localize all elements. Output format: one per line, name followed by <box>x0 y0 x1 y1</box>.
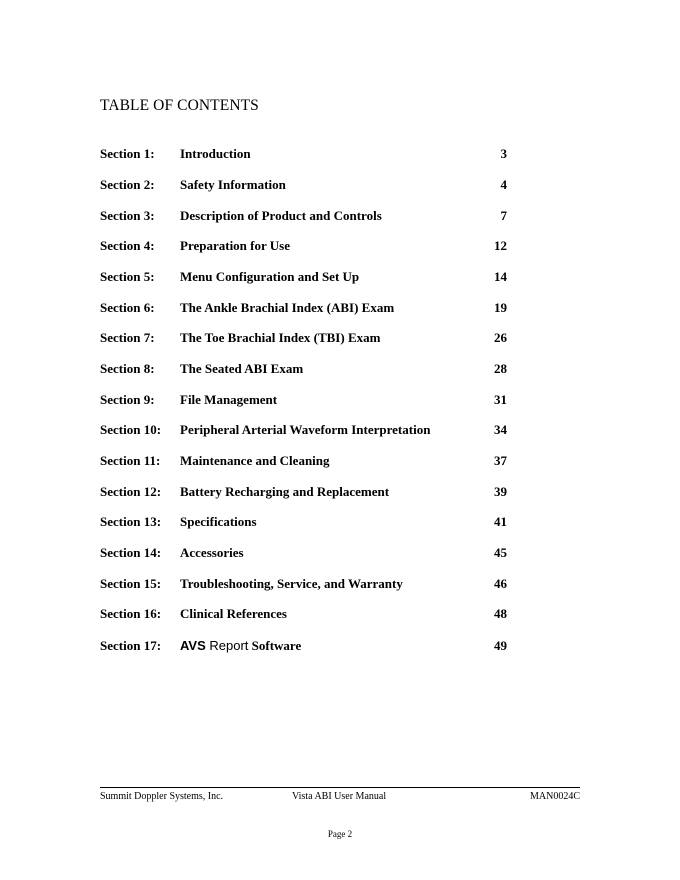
toc-row-section-11[interactable] <box>100 453 520 473</box>
toc-section-title: File Management <box>180 392 278 407</box>
toc-page-number: 4 <box>500 177 507 192</box>
toc-section-label: Section 8: <box>100 361 155 376</box>
toc-section-title: Description of Product and Controls <box>180 208 382 223</box>
toc-row-section-6[interactable] <box>100 300 520 320</box>
toc-row-section-7[interactable] <box>100 330 520 350</box>
toc-section-label: Section 10: <box>100 422 162 437</box>
toc-section-label: Section 5: <box>100 269 155 284</box>
toc-section-title: Clinical References <box>180 606 287 621</box>
toc-page-number: 7 <box>500 208 507 223</box>
toc-row-section-10[interactable] <box>100 422 520 442</box>
page-number: Page 2 <box>327 829 353 839</box>
toc-section-title: Menu Configuration and Set Up <box>180 269 360 284</box>
toc-page-number: 26 <box>494 330 507 345</box>
toc-section-title: Preparation for Use <box>180 238 290 253</box>
footer-manual-title: Vista ABI User Manual <box>292 791 387 802</box>
toc-row-section-12[interactable] <box>100 484 520 504</box>
toc-section-title: Battery Recharging and Replacement <box>180 484 390 499</box>
toc-page-number: 46 <box>494 576 507 591</box>
toc-row-section-1[interactable] <box>100 146 520 166</box>
toc-section-label: Section 12: <box>100 484 162 499</box>
toc-section-title: Specifications <box>180 514 257 529</box>
toc-section-label: Section 14: <box>100 545 162 560</box>
toc-row-section-8[interactable] <box>100 361 520 381</box>
toc-section-title <box>180 638 301 654</box>
toc-section-label: Section 2: <box>100 177 155 192</box>
toc-row-section-13[interactable] <box>100 514 520 534</box>
toc-page-number: 34 <box>494 422 507 437</box>
toc-page-number: 31 <box>494 392 507 407</box>
toc-section-label: Section 7: <box>100 330 155 345</box>
toc-page-number: 39 <box>494 484 507 499</box>
toc-row-section-14[interactable] <box>100 545 520 565</box>
toc-row-section-15[interactable] <box>100 576 520 596</box>
toc-section-title: Maintenance and Cleaning <box>180 453 330 468</box>
toc-section-label: Section 11: <box>100 453 161 468</box>
toc-section-label: Section 16: <box>100 606 162 621</box>
toc-page-number: 49 <box>494 638 507 653</box>
toc-row-section-4[interactable] <box>100 238 520 258</box>
toc-title: TABLE OF CONTENTS <box>100 97 259 114</box>
toc-section-title: Safety Information <box>180 177 286 192</box>
toc-section-title: Peripheral Arterial Waveform Interpretation <box>180 422 431 437</box>
toc-section-label: Section 9: <box>100 392 155 407</box>
toc-row-section-3[interactable] <box>100 208 520 228</box>
toc-section-label: Section 6: <box>100 300 155 315</box>
toc-section-title: The Toe Brachial Index (TBI) Exam <box>180 330 381 345</box>
toc-section-label: Section 1: <box>100 146 155 161</box>
toc-page-number: 19 <box>494 300 507 315</box>
toc-row-section-5[interactable] <box>100 269 520 289</box>
footer-doc-number: MAN0024C <box>529 791 580 802</box>
toc-row-section-2[interactable] <box>100 177 520 197</box>
toc-page-number: 37 <box>494 453 507 468</box>
toc-page-number: 41 <box>494 514 507 529</box>
toc-page-number: 28 <box>494 361 507 376</box>
footer-company: Summit Doppler Systems, Inc. <box>100 791 224 802</box>
toc-section-label: Section 3: <box>100 208 155 223</box>
footer-divider <box>100 787 580 788</box>
toc-row-section-9[interactable] <box>100 392 520 412</box>
toc-section-title: The Ankle Brachial Index (ABI) Exam <box>180 300 395 315</box>
toc-section-label: Section 13: <box>100 514 162 529</box>
toc-page-number: 14 <box>494 269 507 284</box>
toc-row-section-17[interactable] <box>100 638 520 658</box>
toc-section-label: Section 17: <box>100 638 162 653</box>
toc-row-section-16[interactable] <box>100 606 520 626</box>
toc-page-number: 3 <box>500 146 507 161</box>
toc-title-part-report: Report <box>205 638 249 653</box>
toc-page-number: 45 <box>494 545 507 560</box>
toc-section-label: Section 4: <box>100 238 155 253</box>
toc-title-part-software: Software <box>248 638 302 653</box>
toc-section-title: The Seated ABI Exam <box>180 361 304 376</box>
toc-title-part-avs: AVS <box>180 638 206 653</box>
toc-section-label: Section 15: <box>100 576 162 591</box>
toc-section-title: Accessories <box>180 545 244 560</box>
toc-section-title: Troubleshooting, Service, and Warranty <box>180 576 403 591</box>
toc-page-number: 48 <box>494 606 507 621</box>
toc-section-title: Introduction <box>180 146 251 161</box>
toc-page-number: 12 <box>494 238 507 253</box>
